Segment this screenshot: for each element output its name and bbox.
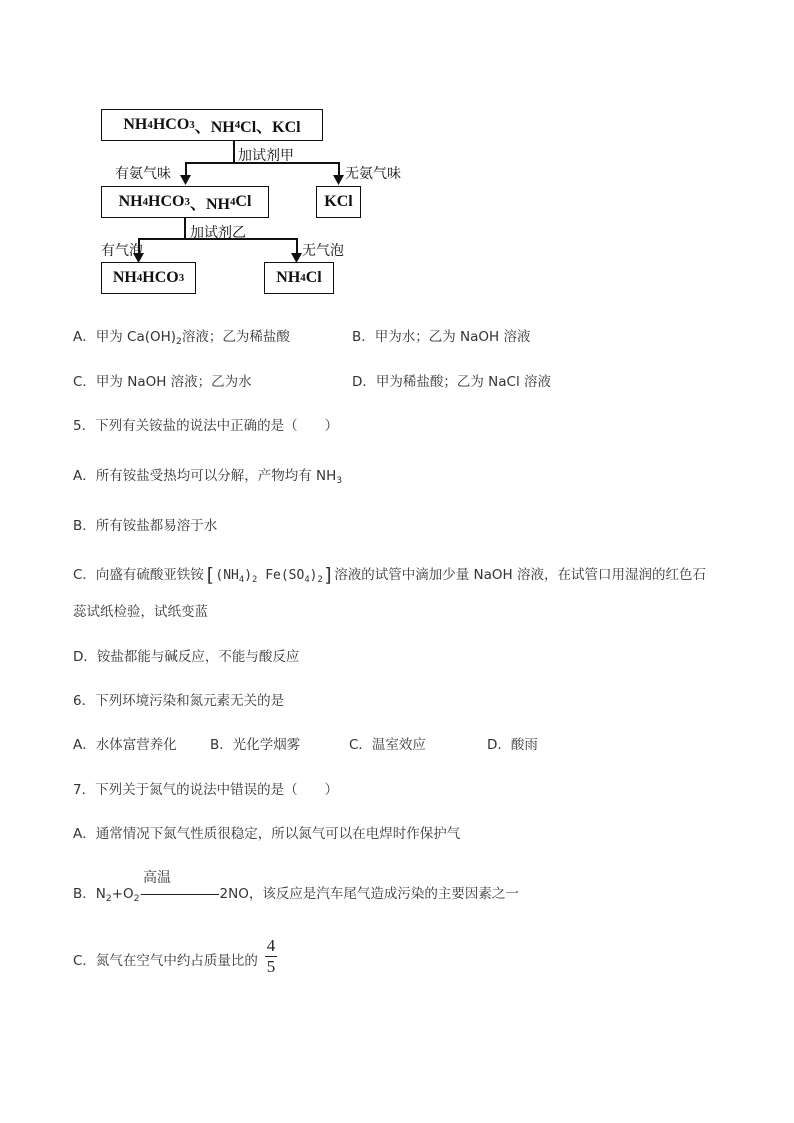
q6-option-b: B．光化学烟雾 (210, 737, 301, 753)
no-ammonia-label: 无氨气味 (345, 166, 401, 182)
mid-box: NH 4 HCO 3 、NH 4 Cl (101, 186, 269, 218)
has-ammonia-label: 有氨气味 (115, 166, 171, 182)
q4-option-b: B．甲为水；乙为 NaOH 溶液 (352, 329, 531, 345)
q6-option-a: A．水体富营养化 (73, 737, 177, 753)
q5-stem: 5．下列有关铵盐的说法中正确的是（ ） (73, 418, 339, 434)
connector-line (184, 218, 186, 239)
q7-option-b: B．$N_2+O_2$ 2NO，该反应是汽车尾气造成污染的主要因素之一 (73, 886, 519, 905)
q6-option-d: D．酸雨 (487, 737, 538, 753)
arrow-head (180, 175, 192, 185)
q5-option-a: A．所有铵盐受热均可以分解，产物均有 $NH_3$ (73, 468, 343, 487)
fraction-four-fifths: 4 5 (266, 936, 276, 976)
left-result-box: NH 4 HCO 3 (101, 262, 196, 294)
q6-option-c: C．温室效应 (349, 737, 426, 753)
reaction-condition: 高温 (143, 870, 171, 886)
q5-option-c: C．向盛有硫酸亚铁铵[$(NH_4)_2$ $Fe(SO_4)_2$]溶液的试管中滴加少量 NaOH 溶液，在试管口用湿润的红色石 (73, 564, 706, 586)
q4-option-a: A．甲为 $Ca(OH)_2$溶液；乙为稀盐酸 (73, 329, 290, 348)
kcl-box: KCl (316, 186, 361, 218)
q5-option-c-cont: 蕊试纸检验，试纸变蓝 (73, 604, 208, 620)
right-result-box: NH 4 Cl (264, 262, 334, 294)
reagent-a-label: 加试剂甲 (238, 148, 294, 164)
q7-option-c: C．氮气在空气中约占质量比的 (73, 953, 258, 969)
has-bubbles-label: 有气泡 (101, 243, 143, 259)
q7-stem: 7．下列关于氮气的说法中错误的是（ ） (73, 782, 339, 798)
q6-stem: 6．下列环境污染和氮元素无关的是 (73, 693, 285, 709)
q4-option-c: C．甲为 NaOH 溶液；乙为水 (73, 374, 252, 390)
q5-option-b: B．所有铵盐都易溶于水 (73, 518, 218, 534)
no-bubbles-label: 无气泡 (302, 243, 344, 259)
q5-option-d: D．铵盐都能与碱反应，不能与酸反应 (73, 649, 300, 665)
arrow-head (333, 175, 345, 185)
connector-line (233, 141, 235, 163)
reagent-b-label: 加试剂乙 (190, 225, 246, 241)
q7-option-a: A．通常情况下氮气性质很稳定，所以氮气可以在电焊时作保护气 (73, 826, 461, 842)
top-box: NH 4 HCO 3 、NH 4 Cl、KCl (101, 109, 323, 141)
q4-option-d: D．甲为稀盐酸；乙为 NaCl 溶液 (352, 374, 552, 390)
